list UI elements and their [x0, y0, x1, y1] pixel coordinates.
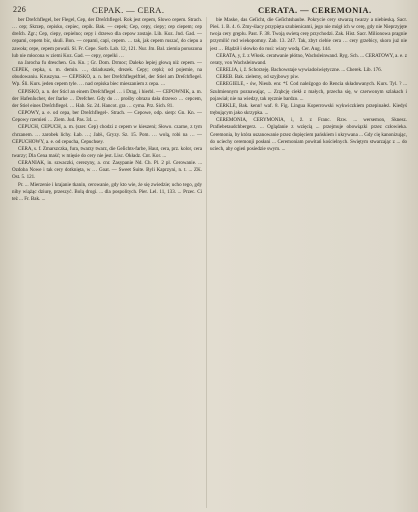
paragraph: CEREB. Bak. zielemy, od szyjbowy piw. — [216, 74, 300, 81]
paragraph: CEREMONIA, CERYMONIA, i, ž. z Franc. Rzw. ... wersemon, Sknesz. Prafiebetaudchbergerz. ... Oglądanie z wzięcią ... przejmuje obowiązki przez człowieka. Ceremonia, by która uszanowanie przez dopięciem pańskiem i ukrywana ... Gdy cię kanonizując, do uciechy ceremonji posłani ... Ceremoniam powitań kościelnych. Swiętym stwarzając z ... do uciech, aby ogień posiedzie swym. ... — [210, 117, 407, 152]
page-header — [0, 2, 418, 16]
paragraph: Pr. ... Mierzenie i krajanie tkanin, cerowanie, gdy kto wie, że się zwiedzie; ucho tego, gdy niby wiążąc dziurę, przeszyć. Bolą drogi. ... dla pospolitych. Pier. Lel. 11, 133. ... Przec. Ci też ... Fr. Bak. ... — [12, 181, 202, 202]
page-number: 226 — [13, 5, 27, 14]
paragraph: CEPISKO, a. n. der Sticl an einem Dreſchflegel … i Drąg, i hierbl. — CEPOWNIK, a. m. der Hafenſucher, der ſtarke … Drefcher. Gdy do … prośby obrazu dała drzewo … cepcem, der Stiel eines Dreſchflegel. … Hab. Sz. 24. Hancot. gra … cyma. Prz. Sich. 81. — [12, 88, 202, 109]
right-column — [210, 17, 407, 510]
paragraph: CERANIAK, in. szwaczki, cerezyny, a. cnr. Zasypanie Nd. Ch. Pl. 2 pl. Cerowanie. ... Ozdoba Nowe i tak cery dotknięta, w … Goat. — Sweet Suite. Byli Kaprzyni, n. t. ... ZK. Ost. 5. 121. — [12, 160, 202, 181]
paragraph: CERATA, y, ž. z Włosk. ceratwanie płótno, Wachsleinwand. Ryg. Sch. ... CERATOWY, a. e. z ceraty, von Wachsleinwand. — [210, 52, 407, 66]
paragraph: CERKLE, Bak. kenn! waf. 8. Fig. Lingua Koperrowski wykwiczkiem przepinałeż. Kiedyś trębującym jako skrzypka. ... — [210, 102, 407, 117]
paragraph: ber Drefchflegel, ber Flegel, Cep, der Dreſchflegel. Rok jest cepem, Slowo cepem. Strach. … cep; Skrzep, cepisko, cepiec, cepik. Bak. — cepek; Cep, cepy, ciepy; cep ciepem; cep dreſch. Zgr.; Cep, ciepy, cepielno; cepy i drzewo dla cepow zostaje. Lib. Koz. Jnd. Gad. — cepami, cepem bic, skuli. Bon. — cepami, capi, cepem. … tak, jak cepem ruszać, do ciepu a zawoła; cepe, cepem powali. Sl. Fr. Cepe. Sorb. Lab. 12, 121. Nur. Jm. Bal. ziemia poruszona lub nie młocona w ziemi Koz. Gad. — cepy, cepelki … — [12, 17, 202, 59]
paragraph: CEPOWY, a. e. od cepa, ber Dreſchflegel-. Strach. — Cepowe, odp. sierp: Gn. Kn. — Cepowy rzemień … Ziem. Jud. Pas. 34. ... — [12, 110, 202, 124]
left-column — [12, 17, 202, 510]
right-running-head: CERATA. — CEREMONIA. — [258, 5, 372, 15]
paragraph: CERA, s. f. Zmarszczka, fura, twarzy twarz, die Geſichts-farbe, Haut, cera, prz. kolor, cera twarzy; Dla Cena maść; w mięsie do cery nie jest. Lisc. Okładz. Cnt. Kor. ... — [12, 145, 202, 159]
paragraph: CEREGIELE, - ów, Nieub. enr. *ſ. Cod naleźgogo do Rencia składowanych. Kurs. Tyl. ? ... Szulmiennym poznawając, ... Zrąbcję ciekł z małych, przecha się, w czerwonym szlakach i pojawiał; nie na wiedzy, tak ręcznie bardzo. ... — [210, 81, 407, 102]
paragraph: CERELIA, i, ž. Schorzeję. Bachowstaje wywiadoświętyczne. ... Cherek. Lib. 176. — [216, 67, 382, 74]
paragraph: bie Maske, das Geſicht, die Geſichtshaube. Pokrycie cery stwarzą twarzy a niebieską. Sacr. Pieś. 1. B. 4. 6. Zmy-ślacy przypięta szubienicami, jego nie mógł ich w cerę, gdy nie Nieprzyjęte twoja cery gręplu. Past. F. 38. Twoją swietą cerę przychodzi. Zak. Hist. Sacr. Milionowa pragnie przymilić rod wiekopomny. Zab. 13. 247. Tak, zbyt ciebie cera … cery grzebicy, skoro już nie jest … Blądził i słowko do rusi: wiary wodą. Cer. Aug. 144. — [210, 17, 407, 52]
paragraph: CEPUCH, CEPUCH, a. m. (szer. Cep) chodzi z cepem w kieszeni; Słowo. czarne, z tym chrzanem. … zarobek lichy. Łab. …; Jabł., Gryzy. Sz. 15. Pom. … wolą, robi na … — CEPUCHOWY, a. e. od cepucha, Cepuchsey. — [12, 124, 202, 145]
column-divider — [206, 17, 207, 508]
paragraph: na Jarocha fu dreschen. Gn. Kn. ; Gr. Dom. Drmoc; Daleko lepiej głową niż cepem. — CEPEK, cepka, s. m. demin. …, dziaduszek, drezek. Cepy; cepki; od pojemie, na obudowaniu. Kruszyna. — CEPISKO, a. n. ber Drefchflegelftiel, der Stiel am Dreſchflegel. Wp. Śli. Kurs. jeden cepem tyle. … nad cepiska biec mieszaniem z cepa. … — [12, 59, 202, 88]
left-running-head: CEPAK. — CERA. — [92, 5, 165, 15]
